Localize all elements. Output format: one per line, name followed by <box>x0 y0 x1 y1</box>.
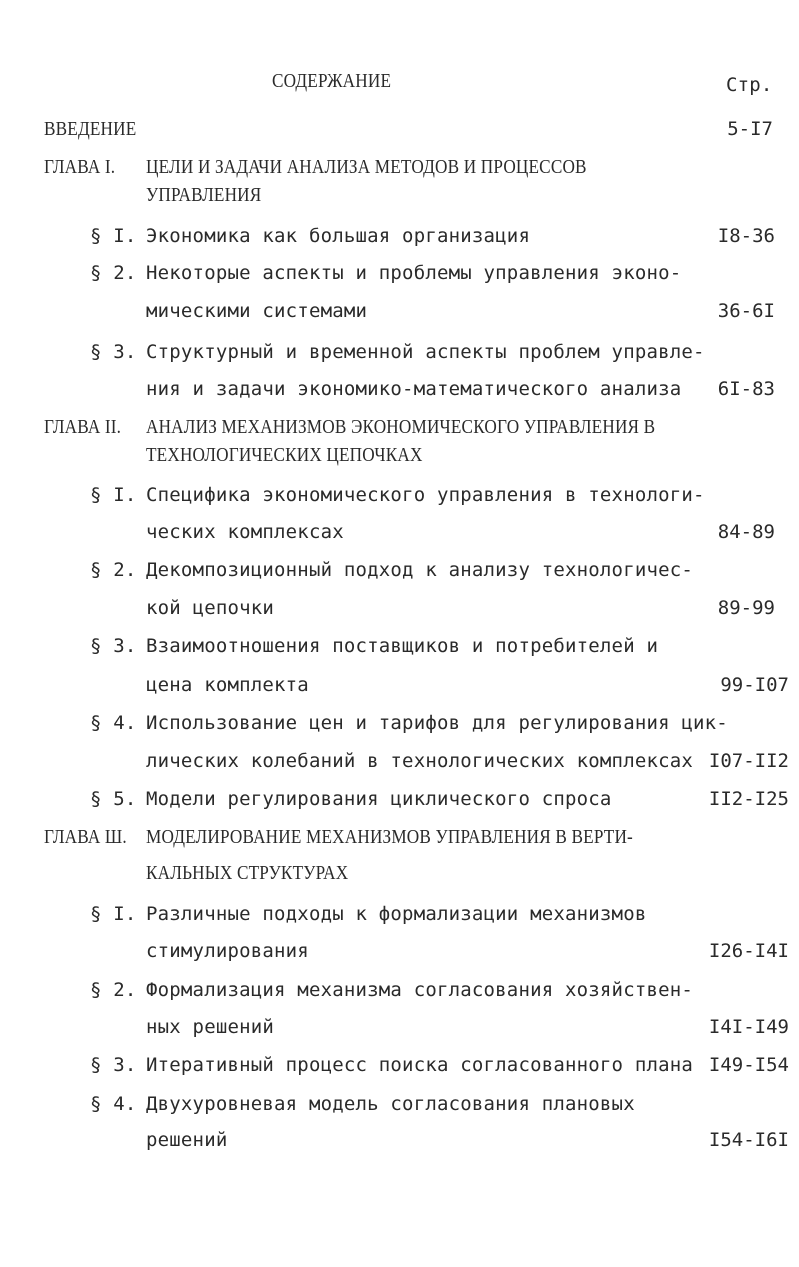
section-pages: I54-I6I <box>708 1129 789 1151</box>
section-pages: I07-II2 <box>708 750 789 772</box>
section-title-line: кой цепочки <box>146 597 275 619</box>
section-title-line: ных решений <box>146 1016 275 1038</box>
section-title-line: ния и задачи экономико-математического анализа <box>146 378 682 400</box>
section-number: § 5. <box>90 788 137 810</box>
intro-label: ВВЕДЕНИЕ <box>44 118 137 140</box>
section-title-line: ческих комплексах <box>146 521 344 543</box>
chapter-label: ГЛАВА II. <box>44 416 122 438</box>
section-title-line: решений <box>146 1129 228 1151</box>
section-title-line: Формализация механизма согласования хозяйствен- <box>146 979 694 1001</box>
chapter-title-line: ЦЕЛИ И ЗАДАЧИ АНАЛИЗА МЕТОДОВ И ПРОЦЕССОВ <box>146 156 587 178</box>
section-number: § 4. <box>90 1093 137 1115</box>
section-pages: I49-I54 <box>708 1054 789 1076</box>
section-title-line: Специфика экономического управления в технологи- <box>146 484 705 506</box>
section-title-line: мическими системами <box>146 300 368 322</box>
toc-title: СОДЕРЖАНИЕ <box>272 70 392 92</box>
section-pages: 89-99 <box>717 597 775 619</box>
section-title-line: Модели регулирования циклического спроса <box>146 788 612 810</box>
section-pages: II2-I25 <box>708 788 789 810</box>
section-title-line: лических колебаний в технологических комплексах <box>146 750 694 772</box>
chapter-label: ГЛАВА I. <box>44 156 116 178</box>
section-pages: 99-I07 <box>720 674 789 696</box>
section-pages: 6I-83 <box>717 378 775 400</box>
section-title-line: Взаимоотношения поставщиков и потребителей и <box>146 635 659 657</box>
section-title-line: Использование цен и тарифов для регулирования цик- <box>146 712 728 734</box>
chapter-title-line: УПРАВЛЕНИЯ <box>146 184 262 206</box>
section-title-line: стимулирования <box>146 940 309 962</box>
section-title-line: Структурный и временной аспекты проблем управле- <box>146 341 705 363</box>
section-title-line: Двухуровневая модель согласования плановых <box>146 1093 635 1115</box>
section-number: § 3. <box>90 341 137 363</box>
section-title-line: Декомпозиционный подход к анализу технологичес- <box>146 559 694 581</box>
section-title-line: Экономика как большая организация <box>146 225 531 247</box>
chapter-title-line: ТЕХНОЛОГИЧЕСКИХ ЦЕПОЧКАХ <box>146 444 423 466</box>
section-number: § I. <box>90 903 137 925</box>
chapter-title-line: КАЛЬНЫХ СТРУКТУРАХ <box>146 862 349 884</box>
section-pages: 36-6I <box>717 300 775 322</box>
chapter-title-line: МОДЕЛИРОВАНИЕ МЕХАНИЗМОВ УПРАВЛЕНИЯ В ВЕРТИ- <box>146 826 633 848</box>
section-title-line: Некоторые аспекты и проблемы управления эконо- <box>146 262 682 284</box>
section-number: § 3. <box>90 1054 137 1076</box>
section-number: § 2. <box>90 262 137 284</box>
section-number: § 2. <box>90 559 137 581</box>
chapter-title-line: АНАЛИЗ МЕХАНИЗМОВ ЭКОНОМИЧЕСКОГО УПРАВЛЕНИЯ В <box>146 416 656 438</box>
section-title-line: цена комплекта <box>146 674 309 696</box>
section-number: § 3. <box>90 635 137 657</box>
section-title-line: Итеративный процесс поиска согласованного плана <box>146 1054 694 1076</box>
section-pages: I4I-I49 <box>708 1016 789 1038</box>
intro-pages: 5-I7 <box>727 118 773 140</box>
section-pages: 84-89 <box>717 521 775 543</box>
section-number: § 4. <box>90 712 137 734</box>
chapter-label: ГЛАВА Ш. <box>44 826 127 848</box>
section-number: § I. <box>90 225 137 247</box>
section-pages: I26-I4I <box>708 940 789 962</box>
page-column-header: Стр. <box>726 74 773 96</box>
section-number: § 2. <box>90 979 137 1001</box>
section-title-line: Различные подходы к формализации механизмов <box>146 903 647 925</box>
section-pages: I8-36 <box>717 225 775 247</box>
section-number: § I. <box>90 484 137 506</box>
